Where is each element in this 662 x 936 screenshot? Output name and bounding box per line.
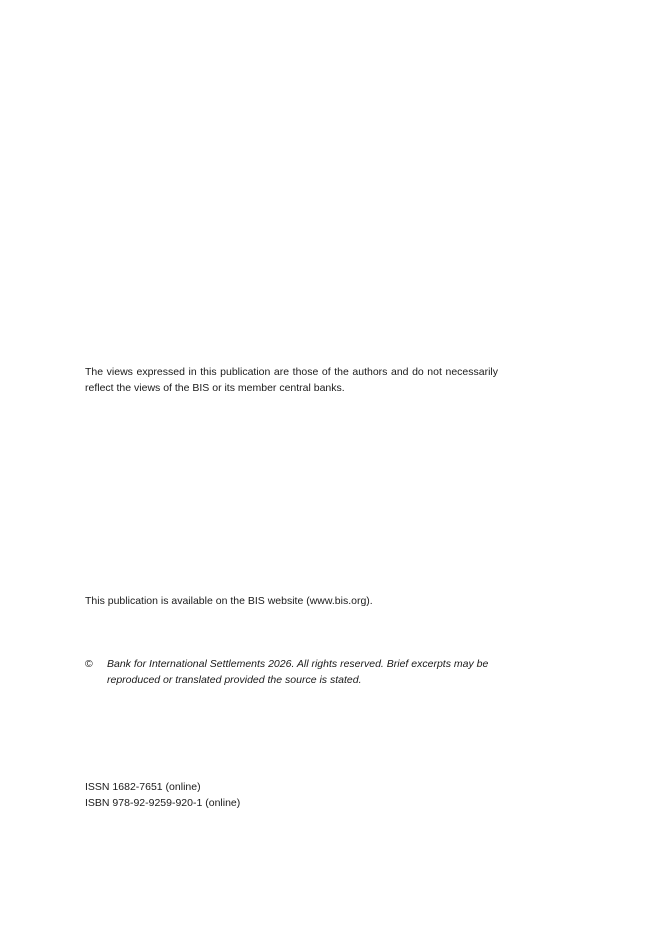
publication-identifiers xyxy=(85,780,498,811)
copyright-notice xyxy=(85,657,498,688)
disclaimer-text: The views expressed in this publication are those of the authors and do not necessarily reflect the views of the BIS or its member central banks. xyxy=(85,366,498,394)
copyright-text: Bank for International Settlements 2026. All rights reserved. Brief excerpts may be reproduced or translated provided the source is stated. xyxy=(107,658,489,686)
isbn-text: ISBN 978-92-9259-920-1 (online) xyxy=(85,796,241,809)
availability-text: This publication is available on the BIS website (www.bis.org). xyxy=(85,595,373,607)
issn-text: ISSN 1682-7651 (online) xyxy=(85,781,201,793)
copyright-symbol: © xyxy=(85,658,93,670)
